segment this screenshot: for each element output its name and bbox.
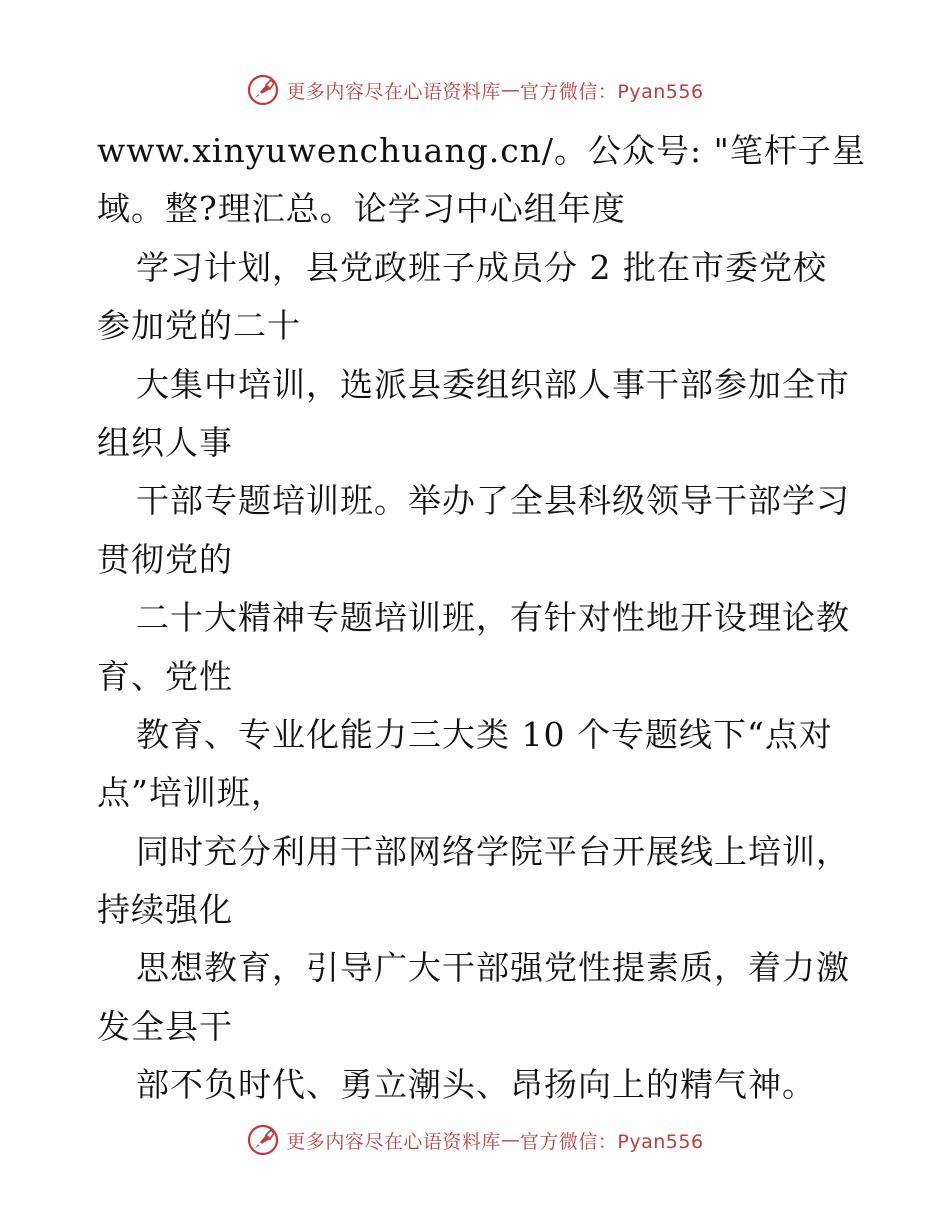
body-line: 大集中培训，选派县委组织部人事干部参加全市	[136, 364, 850, 404]
watermark-separator: —	[500, 79, 520, 101]
body-line: 部不负时代、勇立潮头、昂扬向上的精气神。	[136, 1065, 816, 1105]
body-line: 域。整?理汇总。论学习中心组年度	[97, 189, 626, 229]
body-line: 干部专题培训班。举办了全县科级领导干部学习	[136, 481, 850, 521]
body-line: www.xinyuwenchuang.cn/。公众号: "笔杆子星	[97, 131, 866, 170]
watermark-wechat: 官方微信：Pyan556	[519, 1130, 704, 1153]
watermark-text: 更多内容尽在心语资料库	[286, 80, 501, 103]
body-line: 二十大精神专题培训班，有针对性地开设理论教	[136, 598, 850, 638]
body-line: 育、党性	[97, 656, 233, 696]
body-line: 贯彻党的	[97, 539, 233, 579]
body-line: 教育、专业化能力三大类 10 个专题线下“点对	[136, 714, 833, 754]
body-line: 组织人事	[97, 422, 233, 462]
body-line: 思想教育，引导广大干部强党性提素质，着力激	[136, 948, 850, 988]
watermark-wechat: 官方微信：Pyan556	[519, 80, 704, 103]
body-line: 点”培训班，	[97, 773, 285, 813]
watermark-separator: —	[500, 1129, 520, 1151]
watermark-text: 更多内容尽在心语资料库	[286, 1130, 501, 1153]
body-line: 学习计划，县党政班子成员分 2 批在市委党校	[136, 247, 827, 287]
pen-nib-logo-icon	[246, 1123, 280, 1157]
body-line: 同时充分利用干部网络学院平台开展线上培训，	[136, 831, 850, 871]
document-body	[97, 122, 867, 1115]
pen-nib-logo-icon	[246, 73, 280, 107]
body-line: 持续强化	[97, 890, 233, 930]
body-line: 发全县干	[97, 1006, 233, 1046]
body-line: 参加党的二十	[97, 306, 301, 346]
footer-watermark	[0, 1120, 950, 1160]
header-watermark	[0, 70, 950, 110]
